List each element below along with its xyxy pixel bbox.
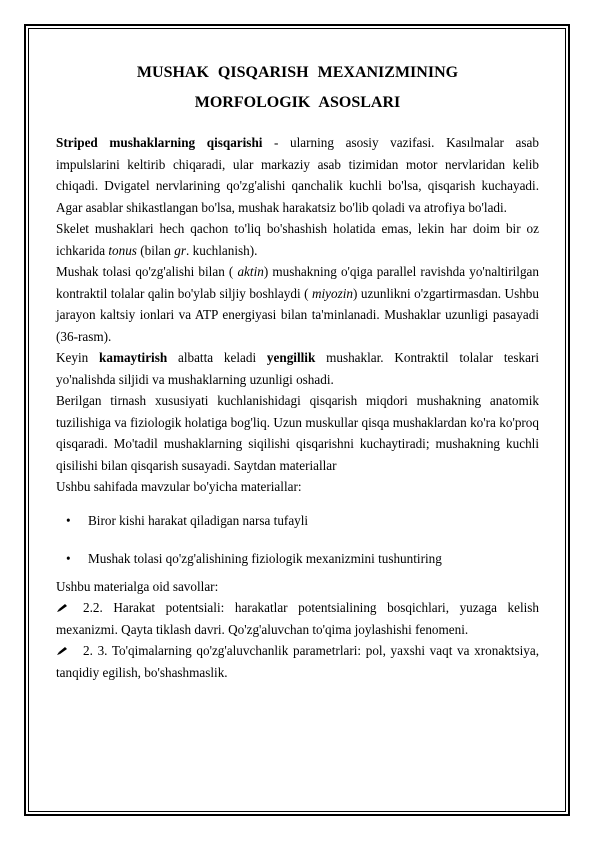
paragraph-relax: [56, 347, 539, 390]
pencil-icon: [56, 646, 68, 656]
paragraph-tonus: [56, 218, 539, 261]
paragraph-intro: [56, 132, 539, 218]
yengillik-term: yengillik: [266, 350, 316, 365]
relax-text-a: Keyin: [56, 350, 100, 365]
materials-heading: Ushbu sahifada mavzular bo'yicha materiallar:: [56, 479, 302, 494]
tonus-text-c: . kuchlanish).: [186, 242, 258, 258]
bullet-icon: •: [66, 512, 71, 528]
aktin-term: aktin: [237, 264, 264, 279]
list-item-label: Mushak tolasi qo'zg'alishining fiziologik mexanizmini tushuntiring: [88, 551, 442, 566]
materials-list: [56, 510, 539, 570]
fiber-text-a: Mushak tolasi qo'zg'alishi bilan (: [56, 264, 238, 279]
question-text: 2.2. Harakat potentsiali: harakatlar potentsialining bosqichlari, yuzaga kelish mexanizmi. Qayta tiklash davri. Qo'zg'aluvchan to'qima joylashishi fenomeni.: [56, 600, 539, 637]
fiber-text-b: ) mushakning o'qiga parallel ravishda yo'naltirilgan kontraktil tolalar qalin bo'ylab siljiy boshlaydi (: [56, 264, 540, 301]
gr-term: gr: [174, 242, 187, 258]
miyozin-term: miyozin: [311, 285, 353, 301]
document-body: [56, 56, 539, 683]
question-text: 2. 3. To'qimalarning qo'zg'aluvchanlik parametrlari: pol, yaxshi vaqt va xronaktsiya, tanqidiy egilish, bo'shashmaslik.: [56, 643, 539, 680]
relax-text-c: mushaklar. Kontraktil tolalar teskari yo'nalishda siljidi va mushaklarning uzunligi oshadi.: [56, 350, 540, 387]
pencil-icon: [56, 603, 68, 613]
bullet-icon: •: [66, 551, 71, 566]
paragraph-amount: Berilgan tirnash xususiyati kuchlanishidagi qisqarish miqdori mushakning anatomik tuzilishiga va fiziologik holatiga bog'liq. Uzun muskullar qisqa mushaklardan ko'ra ko'proq qisqaradi. Mo'tadil mushaklarning siqilishi qisqarishni kuchaytiradi; mushakning kuchli qisilishi bilan qisqarish susayadi. Saytdan materiallar: [56, 393, 539, 473]
page-title: [56, 58, 539, 118]
tonus-term: tonus: [108, 242, 137, 258]
list-item[interactable]: [56, 510, 539, 532]
question-item: [56, 640, 539, 683]
kamaytirish-term: kamaytirish: [99, 350, 168, 365]
intro-bold-term: Striped mushaklarning qisqarishi: [56, 135, 263, 150]
fiber-text-c: ) uzunlikni o'zgartirmasdan. Ushbu jarayon kaltsiy ionlari va ATP energiyasi bilan ta'minlanadi. Mushaklar uzunligi pasayadi (36-rasm).: [56, 285, 539, 344]
intro-text: - ularning asosiy vazifasi. Kasılmalar asab impulslarini keltirib chiqaradi, ular markaziy asab tizimidan motor nervlaridan kelib chiqadi. Dvigatel nervlarining qo'zg'alishi qanchalik kuchli bo'lsa, qisqarish kuchayadi. Agar asablar shikastlangan bo'lsa, mushak harakatsiz bo'lib qoladi va atrofiya bo'ladi.: [56, 135, 539, 215]
question-item: [56, 597, 539, 640]
title-line-1: MUSHAK QISQARISH MEXANIZMINING: [136, 64, 459, 81]
tonus-text-b: (bilan: [136, 242, 175, 258]
list-item[interactable]: [56, 548, 539, 570]
relax-text-b: albatta keladi: [167, 350, 267, 365]
title-line-2: MORFOLOGIK ASOSLARI: [194, 94, 401, 111]
list-item-label: Biror kishi harakat qiladigan narsa tufayli: [88, 512, 309, 528]
tonus-text-a: Skelet mushaklari hech qachon to'liq bo'shashish holatida emas, lekin har doim bir oz ichkarida: [56, 221, 539, 258]
questions-heading: Ushbu materialga oid savollar:: [56, 578, 219, 594]
paragraph-fiber: [56, 261, 539, 347]
